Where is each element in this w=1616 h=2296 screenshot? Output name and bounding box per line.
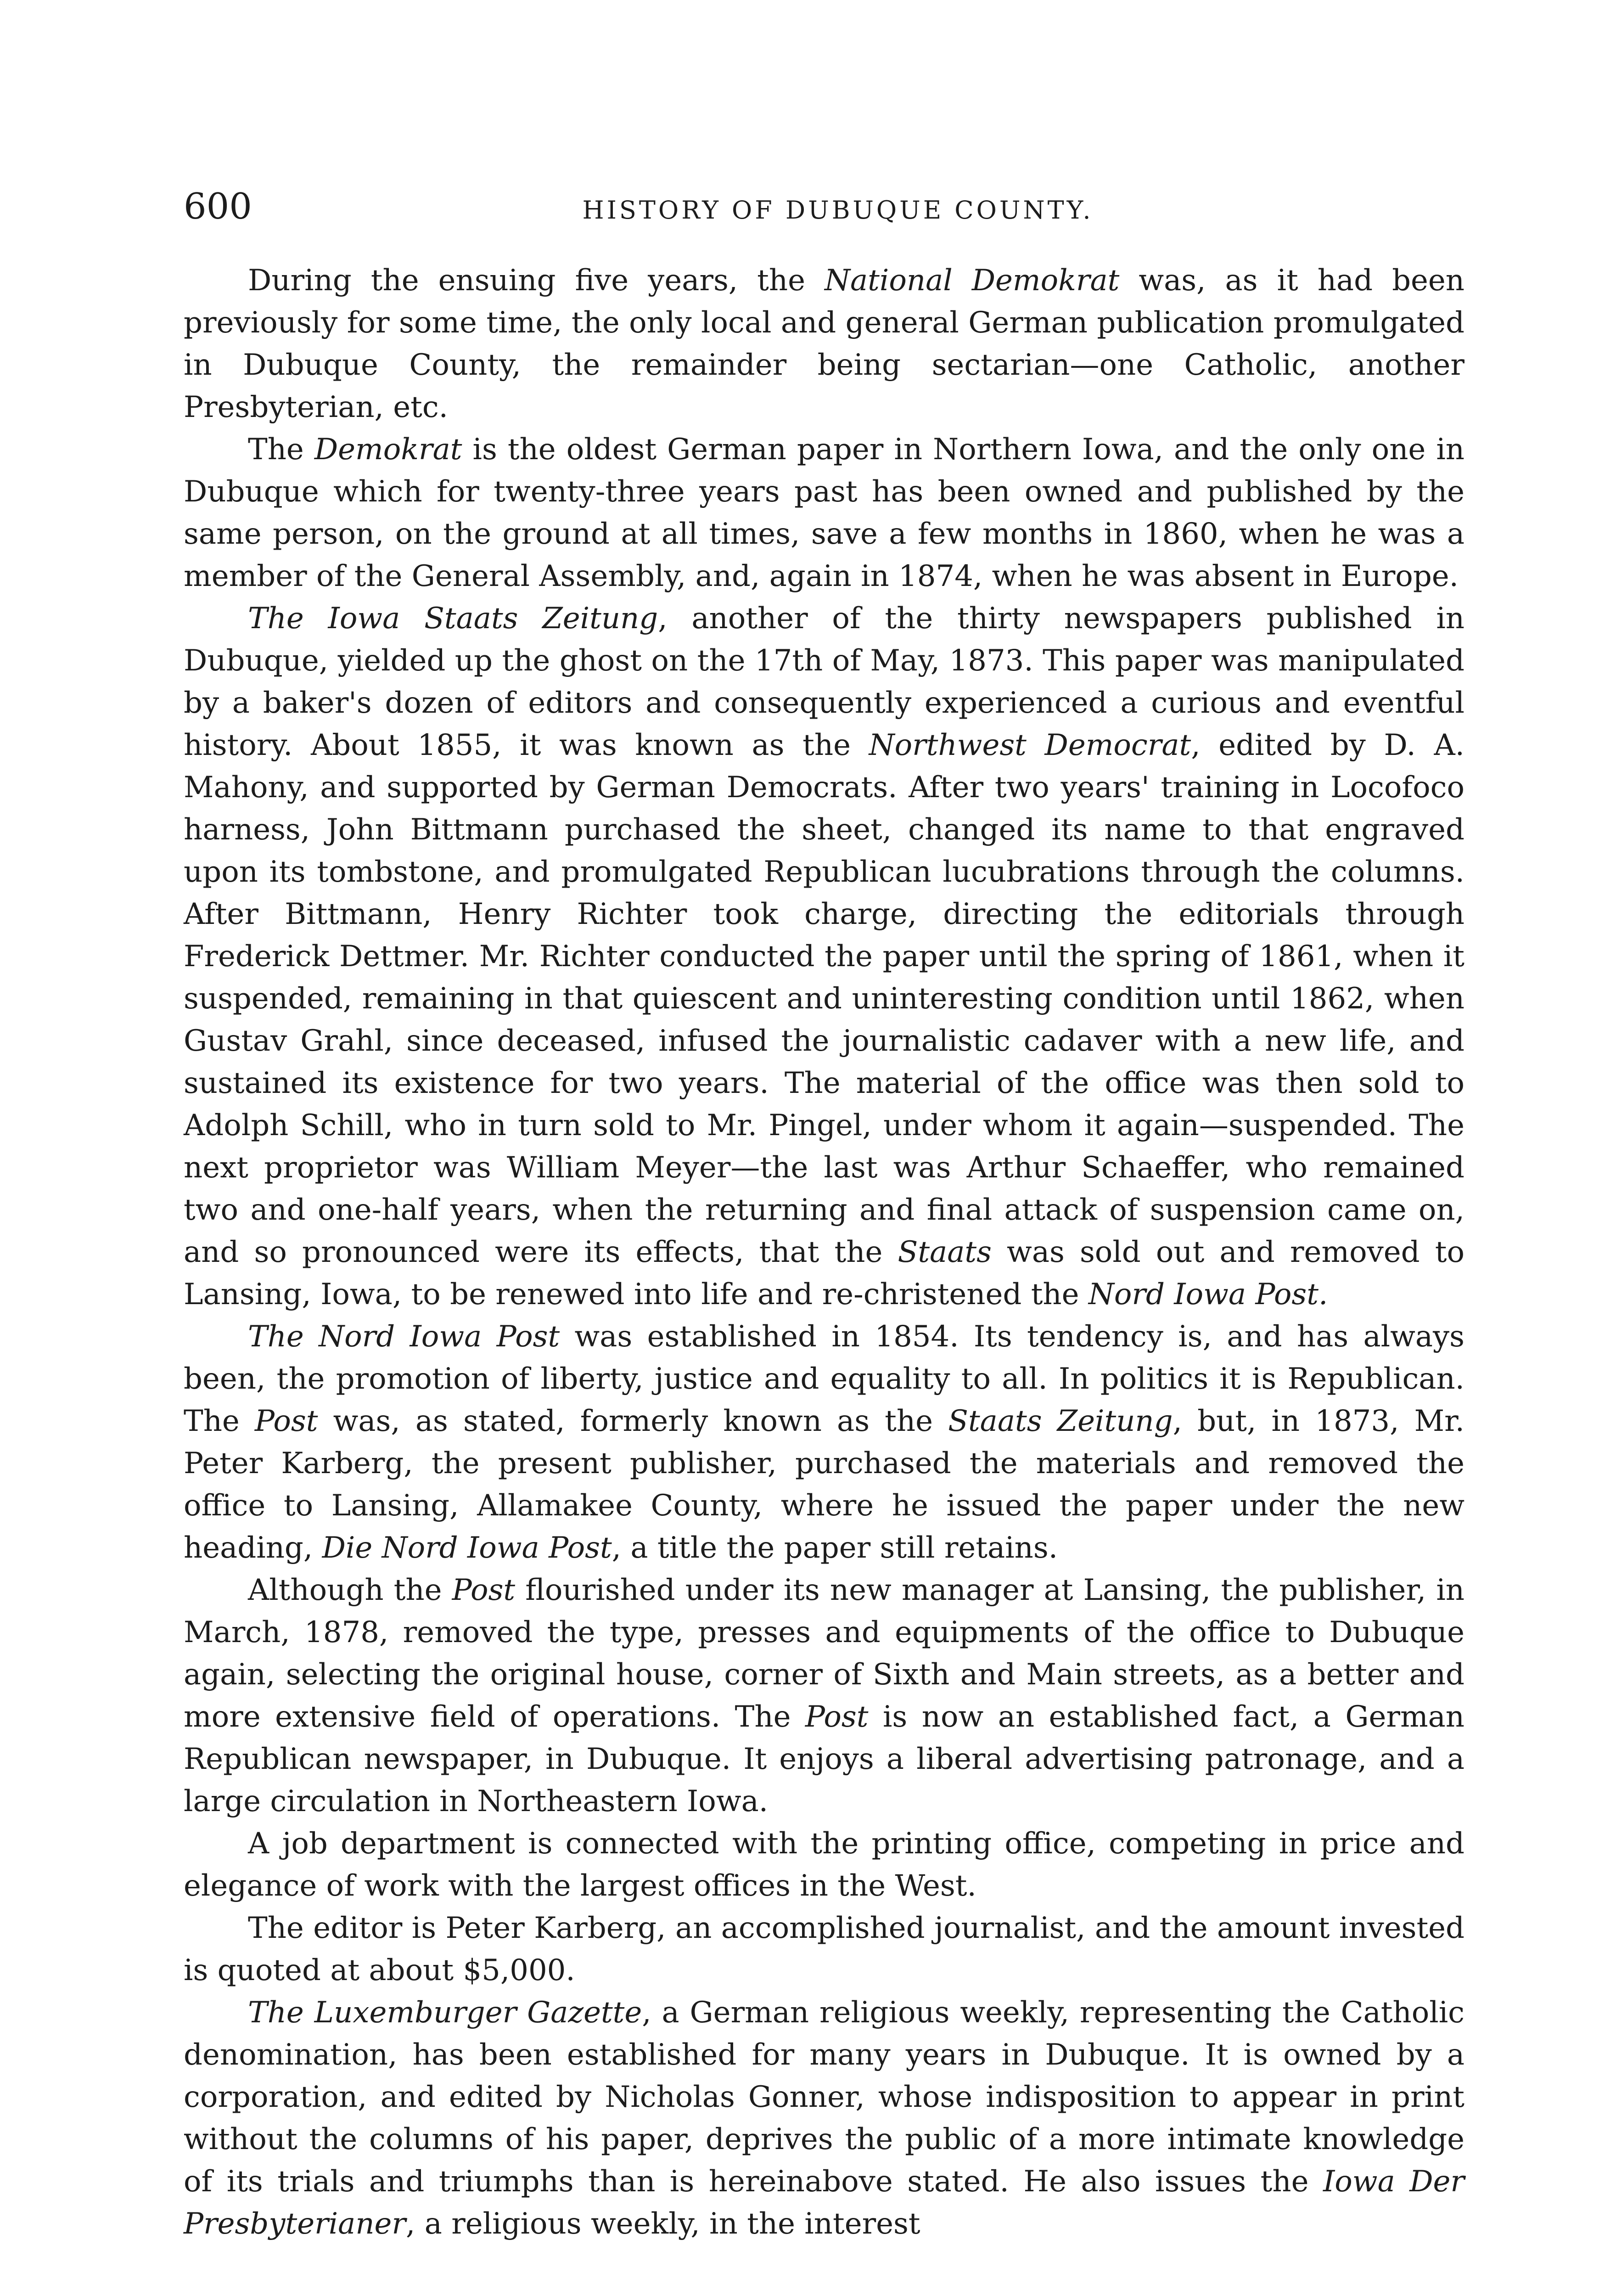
paragraph-text: is now an established fact, a German Republican newspaper, in Dubuque. It enjoys a liberal advertising patronage, and a large circulation in Northeastern Iowa. (184, 1700, 1465, 1818)
italic-title-text: Northwest Democrat (869, 728, 1191, 762)
paragraph-text: The editor is Peter Karberg, an accomplished journalist, and the amount invested is quoted at about $5,000. (184, 1911, 1464, 1987)
paragraph-text: , a German religious weekly, representing the Catholic denomination, has been established for many years in Dubuque. It is owned by a corporation, and edited by Nicholas Gonner, whose indisposition to appear in print without the columns of his paper, deprives the public of a more intimate knowledge of its trials and triumphs than is hereinabove stated. He also issues the (184, 1996, 1465, 2199)
paragraph-text: , a title the paper still retains. (612, 1531, 1058, 1565)
paragraph (184, 1992, 1464, 2245)
page-number: 600 (184, 186, 252, 227)
paragraph-text: , but, in 1873, Mr. Peter Karberg, the present publisher, purchased the materials and removed the office to Lansing, Allamakee County, where he issued the paper under the new heading, (184, 1404, 1465, 1565)
paragraph-text: is the oldest German paper in Northern Iowa, and the only one in Dubuque which for twenty-three years past has been owned and published by the same person, on the ground at all times, save a few months in 1860, when he was a member of the General Assembly, and, again in 1874, when he was absent in Europe. (184, 433, 1464, 593)
paragraph-text: , a religious weekly, in the interest (406, 2207, 920, 2241)
italic-title-text: National Demokrat (824, 264, 1120, 298)
italic-title-text: Demokrat (314, 433, 462, 467)
paragraph-text: was, as stated, formerly known as the (318, 1404, 948, 1438)
paragraph-text: Although the (248, 1573, 452, 1607)
italic-title-text: Post (254, 1404, 318, 1438)
paragraph-text: , another of the thirty newspapers published in Dubuque, yielded up the ghost on the 17th of May, 1873. This paper was manipulated by a baker's dozen of editors and consequently experienced a curious and eventful history. About 1855, it was known as the (184, 602, 1465, 762)
italic-title-text: Staats (898, 1235, 992, 1269)
paragraph-text: During the ensuing five years, the (248, 264, 825, 298)
paragraph-text: was sold out and removed to Lansing, Iowa, to be renewed into life and re-christened the (184, 1235, 1465, 1311)
paragraph-text: flourished under its new manager at Lansing, the publisher, in March, 1878, removed the type, presses and equipments of the office to Dubuque again, selecting the original house, corner of Sixth and Main streets, as a better and more extensive field of operations. The (184, 1573, 1465, 1734)
italic-title-text: The Iowa Staats Zeitung (248, 602, 658, 636)
running-head: HISTORY OF DUBUQUE COUNTY. (582, 196, 1094, 225)
paragraph-text: , edited by D. A. Mahony, and supported by German Democrats. After two years' training in Locofoco harness, John Bittmann purchased the sheet, changed its name to that engraved upon its tombstone, and promulgated Republican lucubrations through the columns. After Bittmann, Henry Richter took charge, directing the editorials through Frederick Dettmer. Mr. Richter conducted the paper until the spring of 1861, when it suspended, remaining in that quiescent and uninteresting condition until 1862, when Gustav Grahl, since deceased, infused the journalistic cadaver with a new life, and sustained its existence for two years. The material of the office was then sold to Adolph Schill, who in turn sold to Mr. Pingel, under whom it again—suspended. The next proprietor was William Meyer—the last was Arthur Schaeffer, who remained two and one-half years, when the returning and final attack of suspension came on, and so pronounced were its effects, that the (184, 728, 1465, 1269)
italic-title-text: Staats Zeitung (948, 1404, 1173, 1438)
italic-title-text: Iowa Der Presbyterianer (184, 2165, 1465, 2241)
paragraph (184, 597, 1464, 1316)
paragraph (184, 1569, 1464, 1823)
italic-title-text: The Luxemburger Gazette (248, 1996, 642, 2030)
paragraph (184, 1907, 1464, 1992)
paragraph-text: A job department is connected with the printing office, competing in price and elegance of work with the largest offices in the West. (184, 1827, 1464, 1903)
paragraph (184, 259, 1464, 428)
paragraph-text: The (248, 433, 314, 467)
paragraph (184, 1316, 1464, 1569)
paragraph (184, 428, 1464, 597)
italic-title-text: Die Nord Iowa Post (322, 1531, 612, 1565)
paragraph-text: was, as it had been previously for some time, the only local and general German publication promulgated in Dubuque County, the remainder being sectarian—one Catholic, another Presbyterian, etc. (184, 264, 1465, 424)
italic-title-text: Post (452, 1573, 516, 1607)
paragraph (184, 1823, 1464, 1907)
italic-title-text: The Nord Iowa Post (248, 1320, 560, 1354)
italic-title-text: Nord Iowa Post. (1088, 1277, 1328, 1311)
body-text (184, 259, 1464, 2245)
page-header (184, 181, 1469, 232)
paragraph-text: was established in 1854. Its tendency is, and has always been, the promotion of liberty, justice and equality to all. In politics it is Republican. The (184, 1320, 1465, 1438)
italic-title-text: Post (805, 1700, 869, 1734)
